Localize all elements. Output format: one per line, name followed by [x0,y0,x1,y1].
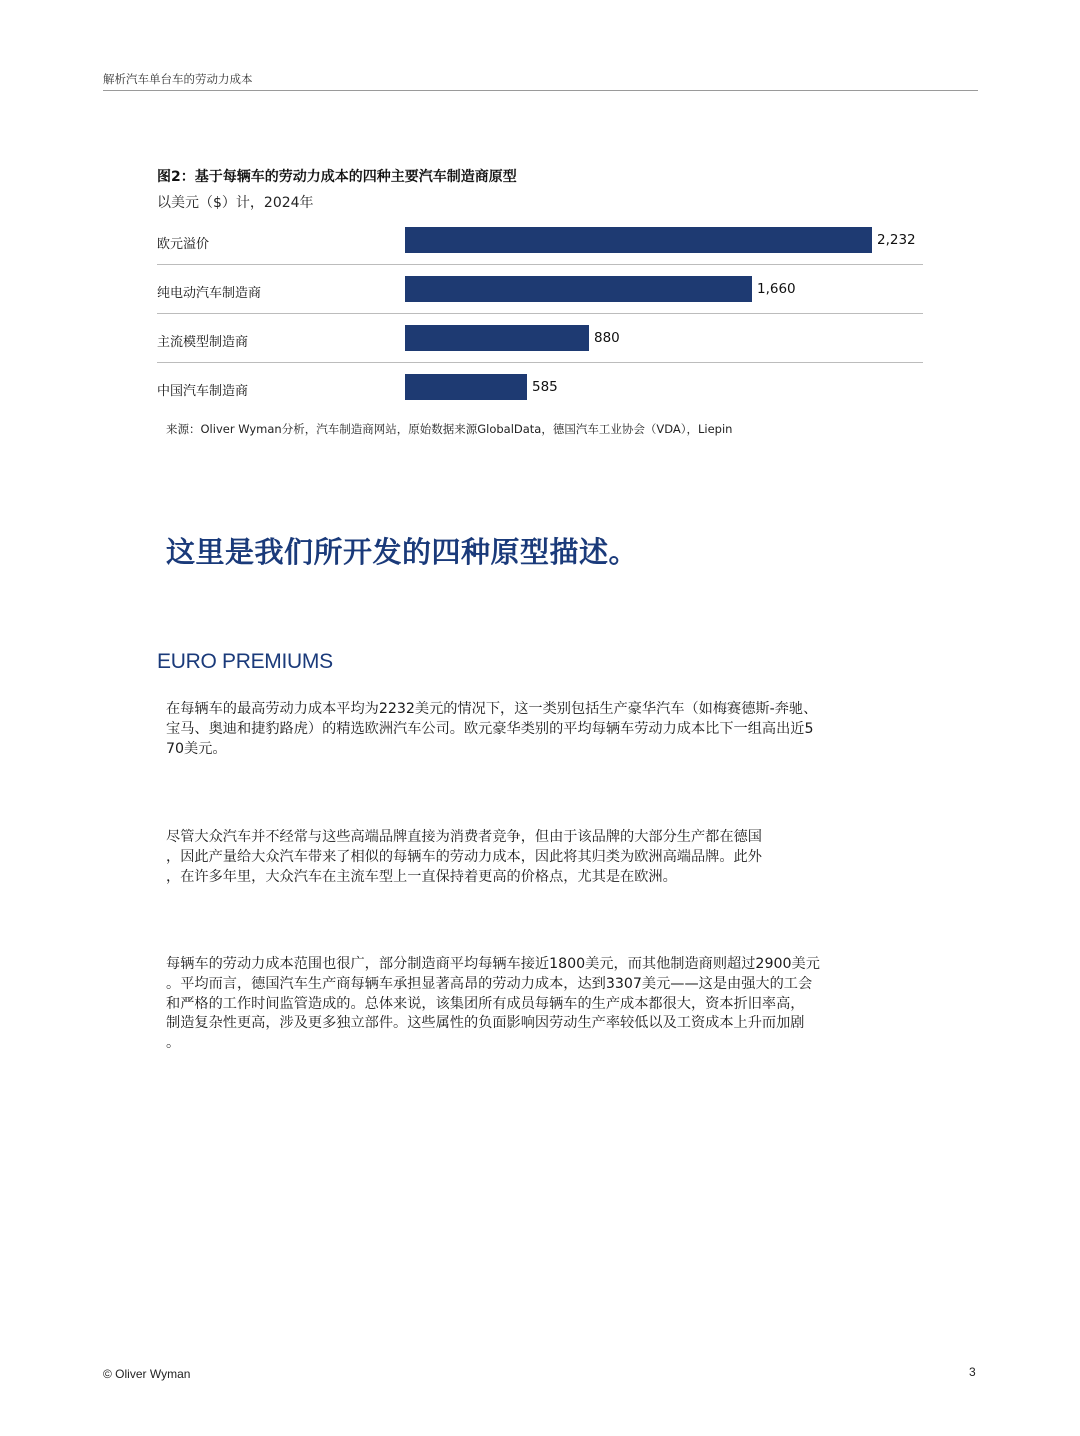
bar-value-label: 880 [594,330,620,346]
paragraph-line: 。 [166,1035,181,1052]
chart-row [157,363,923,412]
bar [405,227,872,253]
bar [405,325,589,351]
figure-source: 来源：Oliver Wyman分析，汽车制造商网站，原始数据来源GlobalData，德国汽车工业协会（VDA），Liepin [166,422,733,436]
section-title: EURO PREMIUMS [157,650,333,673]
paragraph-line: ，因此产量给大众汽车带来了相似的每辆车的劳动力成本，因此将其归类为欧洲高端品牌。此外 [166,848,762,865]
bar-value-label: 2,232 [877,232,916,248]
paragraph-3 [166,955,916,1054]
category-label: 纯电动汽车制造商 [157,286,262,301]
footer-copyright: © Oliver Wyman [103,1367,191,1381]
paragraph-line: 尽管大众汽车并不经常与这些高端品牌直接为消费者竞争，但由于该品牌的大部分生产都在德国 [166,829,762,845]
figure-subtitle: 以美元（$）计，2024年 [157,195,314,211]
chart-row [157,216,923,265]
paragraph-line: 和严格的工作时间监管造成的。总体来说，该集团所有成员每辆车的生产成本都很大，资本折旧率高， [166,995,805,1012]
bar-chart [157,216,923,412]
paragraph-line: 在每辆车的最高劳动力成本平均为2232美元的情况下，这一类别包括生产豪华汽车（如梅赛德斯-奔驰、 [166,701,818,717]
bar [405,276,752,302]
header-title: 解析汽车单台车的劳动力成本 [103,72,253,86]
category-label: 主流模型制造商 [157,335,249,350]
bar [405,374,527,400]
bar-value-label: 585 [532,379,558,395]
paragraph-line: 制造复杂性更高，涉及更多独立部件。这些属性的负面影响因劳动生产率较低以及工资成本上升而加剧 [166,1015,805,1032]
figure-title: 图2：基于每辆车的劳动力成本的四种主要汽车制造商原型 [157,169,517,185]
paragraph-2 [166,828,916,887]
header-divider [103,90,978,91]
page-number: 3 [969,1365,976,1379]
chart-row [157,265,923,314]
paragraph-line: 。平均而言，德国汽车生产商每辆车承担显著高昂的劳动力成本，达到3307美元——这是由强大的工会 [166,975,813,992]
bar-value-label: 1,660 [757,281,796,297]
main-heading: 这里是我们所开发的四种原型描述。 [166,535,639,569]
category-label: 欧元溢价 [157,237,210,252]
category-label: 中国汽车制造商 [157,384,249,399]
paragraph-line: 宝马、奥迪和捷豹路虎）的精选欧洲汽车公司。欧元豪华类别的平均每辆车劳动力成本比下一组高出近5 [166,720,814,737]
chart-row [157,314,923,363]
paragraph-1 [166,700,916,759]
paragraph-line: 每辆车的劳动力成本范围也很广，部分制造商平均每辆车接近1800美元，而其他制造商则超过2900美元 [166,956,820,972]
paragraph-line: ，在许多年里，大众汽车在主流车型上一直保持着更高的价格点，尤其是在欧洲。 [166,868,677,885]
paragraph-line: 70美元。 [166,740,227,757]
